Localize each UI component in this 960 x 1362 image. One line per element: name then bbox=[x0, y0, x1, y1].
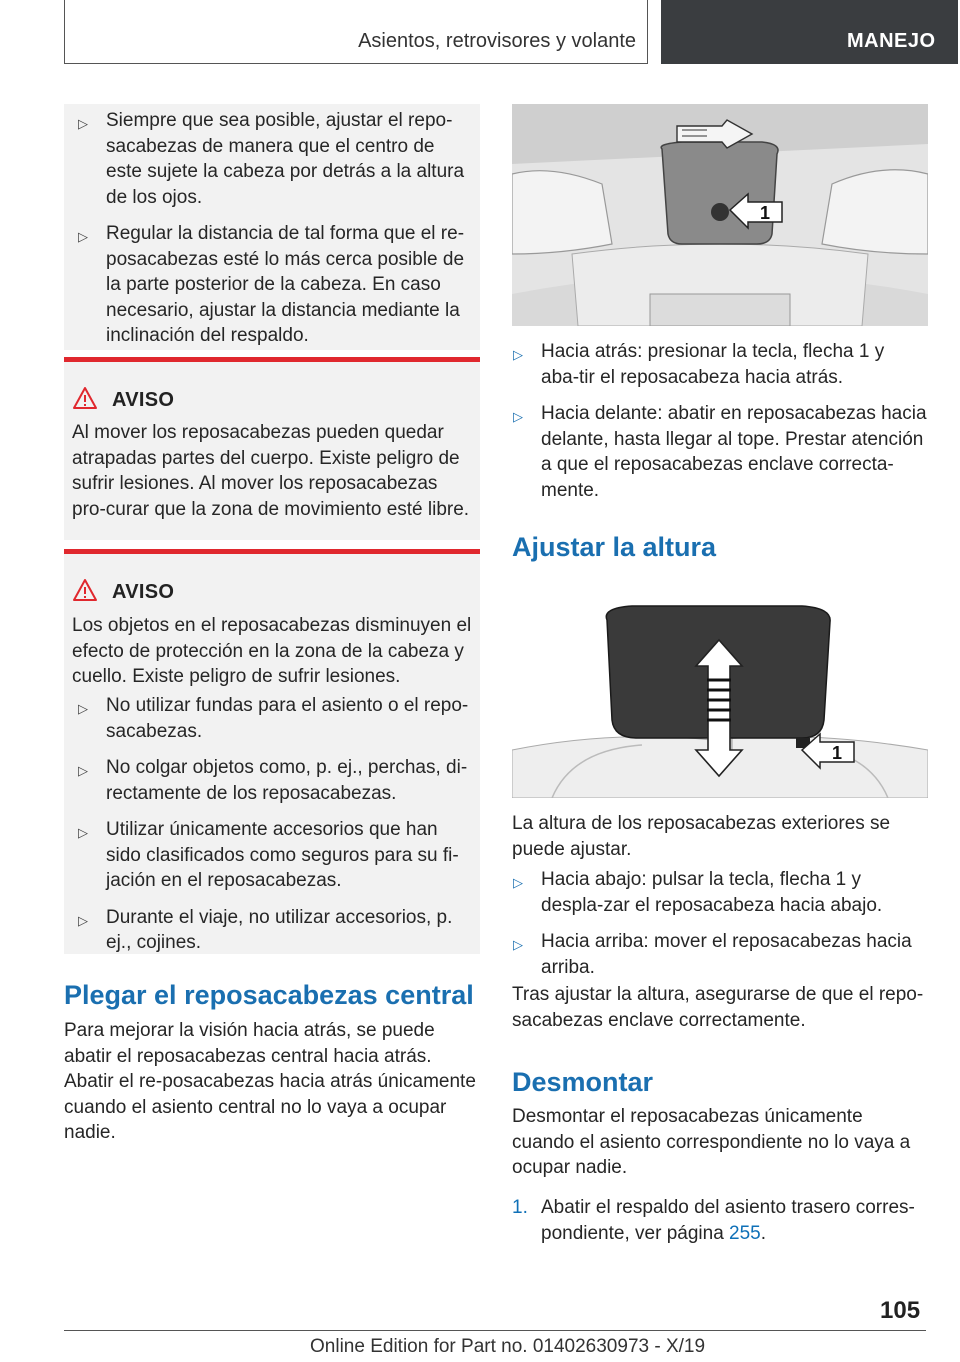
step-item bbox=[512, 1195, 928, 1246]
warning-title: AVISO bbox=[112, 581, 175, 603]
intro-bullets bbox=[78, 108, 471, 360]
section-heading: Desmontar bbox=[512, 1067, 654, 1097]
triangle-bullet-icon: ▷ bbox=[78, 701, 88, 716]
warning-triangle-icon bbox=[72, 578, 98, 602]
warning-triangle-icon bbox=[72, 386, 98, 410]
figure-callout-label: 1 bbox=[760, 203, 771, 223]
triangle-bullet-icon: ▷ bbox=[513, 875, 523, 890]
list-item: ▷ No utilizar fundas para el asiento o el repo-sacabezas. bbox=[78, 695, 469, 742]
triangle-bullet-icon: ▷ bbox=[78, 763, 88, 778]
list-item: ▷ Hacia arriba: mover el reposacabezas hacia arriba. bbox=[513, 931, 912, 978]
list-item: ▷ Hacia abajo: pulsar la tecla, flecha 1 y despla-zar el reposacabeza hacia abajo. bbox=[513, 869, 883, 916]
list-item: ▷ Utilizar únicamente accesorios que han sido clasificados como seguros para su fi-jación en el reposacabezas. bbox=[78, 819, 459, 891]
figure-callout-label: 1 bbox=[832, 743, 843, 763]
remove-text: Desmontar el reposacabezas únicamente cuando el asiento correspondiente no lo vaya a ocupar nadie. bbox=[512, 1106, 911, 1178]
footer-rule bbox=[64, 1330, 926, 1331]
step-number: 1. bbox=[512, 1197, 528, 1218]
step-end: . bbox=[760, 1222, 767, 1244]
triangle-bullet-icon: ▷ bbox=[513, 347, 523, 362]
figure-headrest-height bbox=[512, 600, 928, 798]
triangle-bullet-icon: ▷ bbox=[513, 937, 523, 952]
warning-bullets bbox=[78, 693, 471, 967]
height-after-text: Tras ajustar la altura, asegurarse de que el repo-sacabezas enclave correctamente. bbox=[512, 984, 924, 1031]
figure-headrest-rear bbox=[512, 104, 928, 326]
height-text: La altura de los reposacabezas exteriores se puede ajustar. bbox=[512, 813, 891, 860]
list-item: ▷ Regular la distancia de tal forma que el re-posacabezas esté lo más cerca posible de la parte posterior de la cabeza. En caso necesario, ajustar la distancia mediante la inclinación del respaldo. bbox=[78, 223, 465, 346]
list-item: ▷ Hacia atrás: presionar la tecla, flecha 1 y aba-tir el reposacabeza hacia atrás. bbox=[513, 341, 885, 388]
list-item: ▷ Siempre que sea posible, ajustar el repo-sacabezas de manera que el centro de este sujete la cabeza por detrás a la altura de los ojos. bbox=[78, 110, 465, 208]
list-item: ▷ Hacia delante: abatir en reposacabezas hacia delante, hasta llegar al tope. Prestar atención a que el reposacabezas enclave correcta-mente. bbox=[513, 403, 927, 501]
warning-text: Al mover los reposacabezas pueden quedar atrapadas partes del cuerpo. Existe peligro de sufrir lesiones. Al mover los reposacabezas pro-curar que la zona de movimiento esté libre. bbox=[72, 422, 470, 520]
section-text: Para mejorar la visión hacia atrás, se puede abatir el reposacabezas central hacia atrás. Abatir el re-posacabezas hacia atrás únicamente cuando el asiento central no lo vaya a ocupar nadie. bbox=[64, 1020, 476, 1143]
triangle-bullet-icon: ▷ bbox=[78, 116, 88, 131]
page-number: 105 bbox=[880, 1297, 921, 1324]
header-section-title: Asientos, retrovisores y volante bbox=[358, 30, 636, 52]
triangle-bullet-icon: ▷ bbox=[513, 409, 523, 424]
warning-title: AVISO bbox=[112, 389, 175, 411]
footer-edition: Online Edition for Part no. 01402630973 - X/19 bbox=[310, 1336, 706, 1357]
section-heading: Plegar el reposacabezas central bbox=[64, 980, 474, 1010]
triangle-bullet-icon: ▷ bbox=[78, 229, 88, 244]
step-text-wrap bbox=[541, 1195, 928, 1246]
fold-bullets bbox=[513, 339, 927, 514]
list-item: ▷ Durante el viaje, no utilizar accesorios, p. ej., cojines. bbox=[78, 906, 453, 953]
header-tab-label: MANEJO bbox=[847, 30, 936, 52]
triangle-bullet-icon: ▷ bbox=[78, 825, 88, 840]
page-link[interactable]: 255 bbox=[729, 1222, 761, 1244]
triangle-bullet-icon: ▷ bbox=[78, 912, 88, 928]
height-bullets bbox=[513, 867, 927, 991]
header-tab[interactable] bbox=[661, 0, 958, 64]
section-heading: Ajustar la altura bbox=[512, 532, 717, 562]
list-item: ▷ No colgar objetos como, p. ej., perchas, di-rectamente de los reposacabezas. bbox=[78, 757, 468, 804]
warning-text: Los objetos en el reposacabezas disminuyen el efecto de protección en la zona de la cabeza y cuello. Existe peligro de sufrir lesiones. bbox=[72, 615, 472, 687]
step-text: Abatir el respaldo del asiento trasero corres-pondiente, ver página bbox=[541, 1197, 915, 1244]
